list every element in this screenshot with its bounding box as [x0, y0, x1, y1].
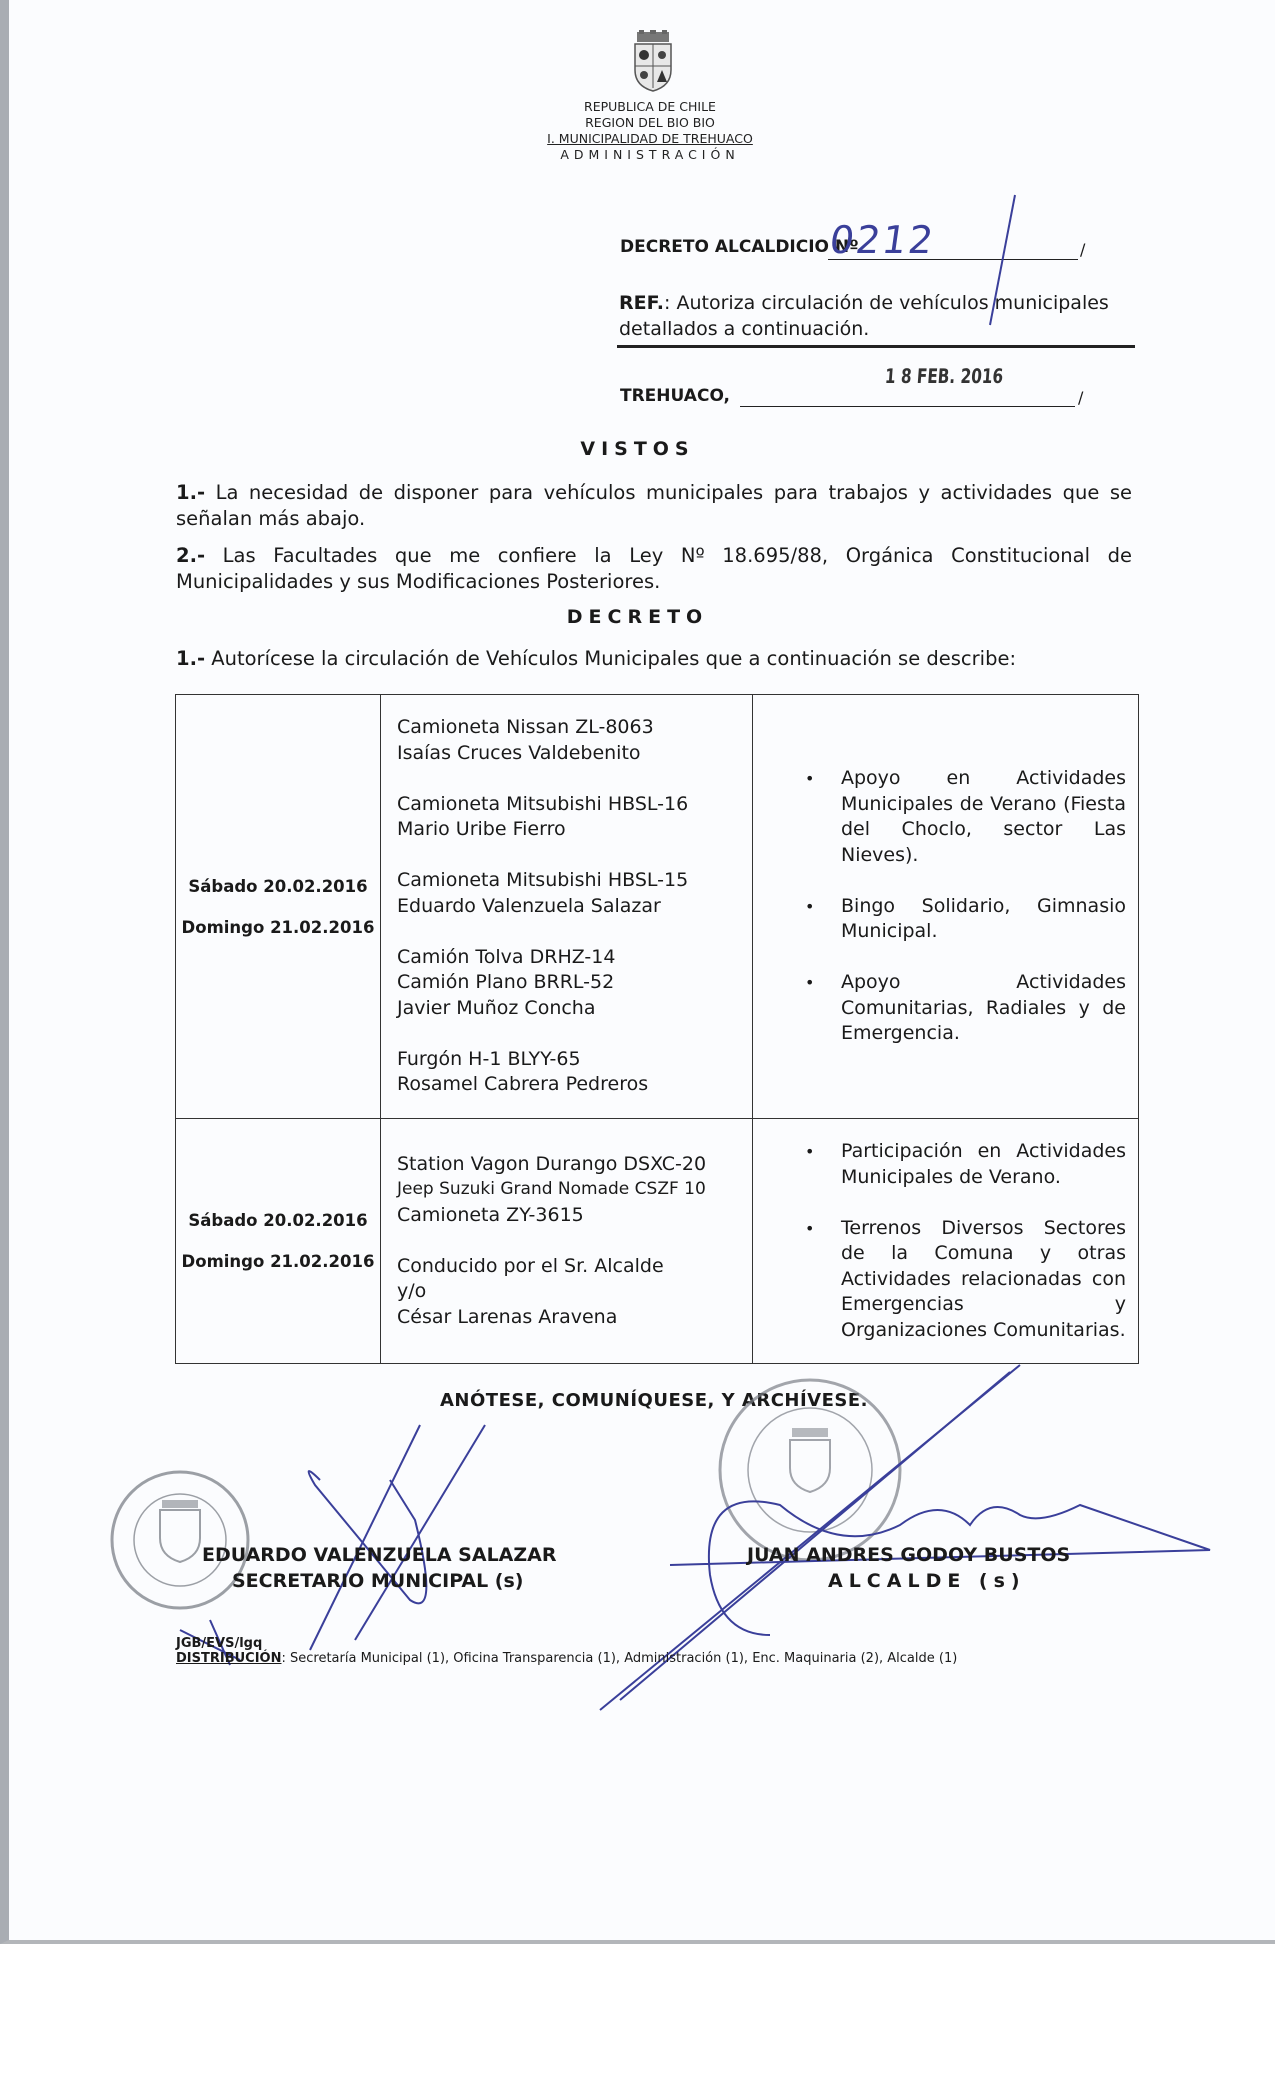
- date-sunday: Domingo 21.02.2016: [181, 1252, 375, 1271]
- activity-text: Apoyo Actividades Comunitarias, Radiales y de Emergencia.: [841, 971, 1126, 1045]
- closing-formula: ANÓTESE, COMUNÍQUESE, Y ARCHÍVESE.: [440, 1390, 869, 1411]
- item-number: 1.-: [176, 647, 206, 670]
- driver-note: Conducido por el Sr. Alcalde: [397, 1254, 664, 1277]
- mayor-stamp: [720, 1380, 900, 1560]
- mayor-name: JUAN ANDRES GODOY BUSTOS: [747, 1544, 1071, 1566]
- date-sunday: Domingo 21.02.2016: [181, 917, 375, 937]
- vistos-title: VISTOS: [580, 438, 695, 460]
- bullet-icon: •: [805, 896, 815, 916]
- distribution-label: DISTRIBUCIÓN: [176, 1651, 282, 1666]
- date-saturday: Sábado 20.02.2016: [188, 1211, 368, 1230]
- decree-number-stroke: [990, 195, 1015, 325]
- driver: César Larenas Aravena: [397, 1305, 618, 1328]
- secretary-title: SECRETARIO MUNICIPAL (s): [232, 1570, 524, 1592]
- item-text: La necesidad de disponer para vehículos municipales para trabajos y actividades que se señalan más abajo.: [176, 481, 1132, 530]
- decree-slash: /: [1080, 240, 1086, 259]
- secretary-name: EDUARDO VALENZUELA SALAZAR: [202, 1544, 557, 1566]
- ref-label: REF.: [619, 292, 665, 314]
- ref-text: : Autoriza circulación de vehículos municipales detallados a continuación.: [619, 292, 1109, 340]
- driver-note: y/o: [397, 1280, 427, 1303]
- bullet-icon: •: [805, 1218, 815, 1238]
- date-stamp: 1 8 FEB. 2016: [884, 364, 1005, 388]
- secretary-stamp: [112, 1472, 248, 1608]
- bullet-icon: •: [805, 769, 815, 789]
- driver: Isaías Cruces Valdebenito: [397, 741, 641, 764]
- item-text: Autorícese la circulación de Vehículos Municipales que a continuación se describe:: [205, 647, 1017, 670]
- vehicle: Furgón H-1 BLYY-65: [397, 1047, 581, 1070]
- activity-text: Terrenos Diversos Sectores de la Comuna y otras Actividades relacionadas con Emergencias y Organizaciones Comunitarias.: [841, 1216, 1126, 1341]
- header-municipality: I. MUNICIPALIDAD DE TREHUACO: [547, 131, 753, 146]
- vehicle: Camioneta Mitsubishi HBSL-15: [397, 869, 689, 892]
- driver: Mario Uribe Fierro: [397, 818, 566, 841]
- date-saturday: Sábado 20.02.2016: [188, 876, 368, 896]
- item-number: 2.-: [176, 544, 206, 567]
- distribution-text: : Secretaría Municipal (1), Oficina Transparencia (1), Administración (1), Enc. Maquinaria (2), Alcalde (1): [281, 1651, 958, 1666]
- header-department: ADMINISTRACIÓN: [560, 147, 740, 162]
- driver: Javier Muñoz Concha: [397, 996, 596, 1019]
- bullet-icon: •: [805, 973, 815, 993]
- bullet-icon: •: [805, 1142, 815, 1161]
- vehicle: Station Vagon Durango DSXC-20: [397, 1152, 707, 1175]
- place-label: TREHUACO,: [620, 386, 730, 406]
- decree-number-handwritten: 0212: [826, 218, 938, 262]
- vehicle: Camioneta Nissan ZL-8063: [397, 716, 654, 739]
- vehicle: Jeep Suzuki Grand Nomade CSZF 10: [397, 1179, 706, 1200]
- initials: JGB/EVS/lgq: [176, 1636, 263, 1651]
- driver: Rosamel Cabrera Pedreros: [397, 1073, 649, 1096]
- vehicle: Camión Tolva DRHZ-14: [397, 945, 616, 968]
- date-slash: /: [1078, 388, 1084, 407]
- driver: Eduardo Valenzuela Salazar: [397, 894, 661, 917]
- activity-text: Apoyo en Actividades Municipales de Verano (Fiesta del Choclo, sector Las Nieves).: [841, 767, 1126, 866]
- decree-label: DECRETO ALCALDICIO Nº: [620, 237, 859, 257]
- mayor-title: ALCALDE (s): [828, 1570, 1026, 1592]
- vehicle: Camión Plano BRRL-52: [397, 971, 615, 994]
- activity-text: Participación en Actividades Municipales de Verano.: [841, 1140, 1126, 1188]
- activity-text: Bingo Solidario, Gimnasio Municipal.: [841, 894, 1126, 943]
- distribution: [176, 1651, 957, 1666]
- header-region: REGION DEL BIO BIO: [585, 115, 715, 130]
- item-text: Las Facultades que me confiere la Ley Nº 18.695/88, Orgánica Constitucional de Municipalidades y sus Modificaciones Posteriores.: [176, 544, 1132, 593]
- decreto-title: DECRETO: [566, 606, 709, 628]
- vehicle: Camioneta ZY-3615: [397, 1203, 584, 1226]
- item-number: 1.-: [176, 481, 206, 504]
- vehicle: Camioneta Mitsubishi HBSL-16: [397, 792, 689, 815]
- header-country: REPUBLICA DE CHILE: [584, 99, 716, 114]
